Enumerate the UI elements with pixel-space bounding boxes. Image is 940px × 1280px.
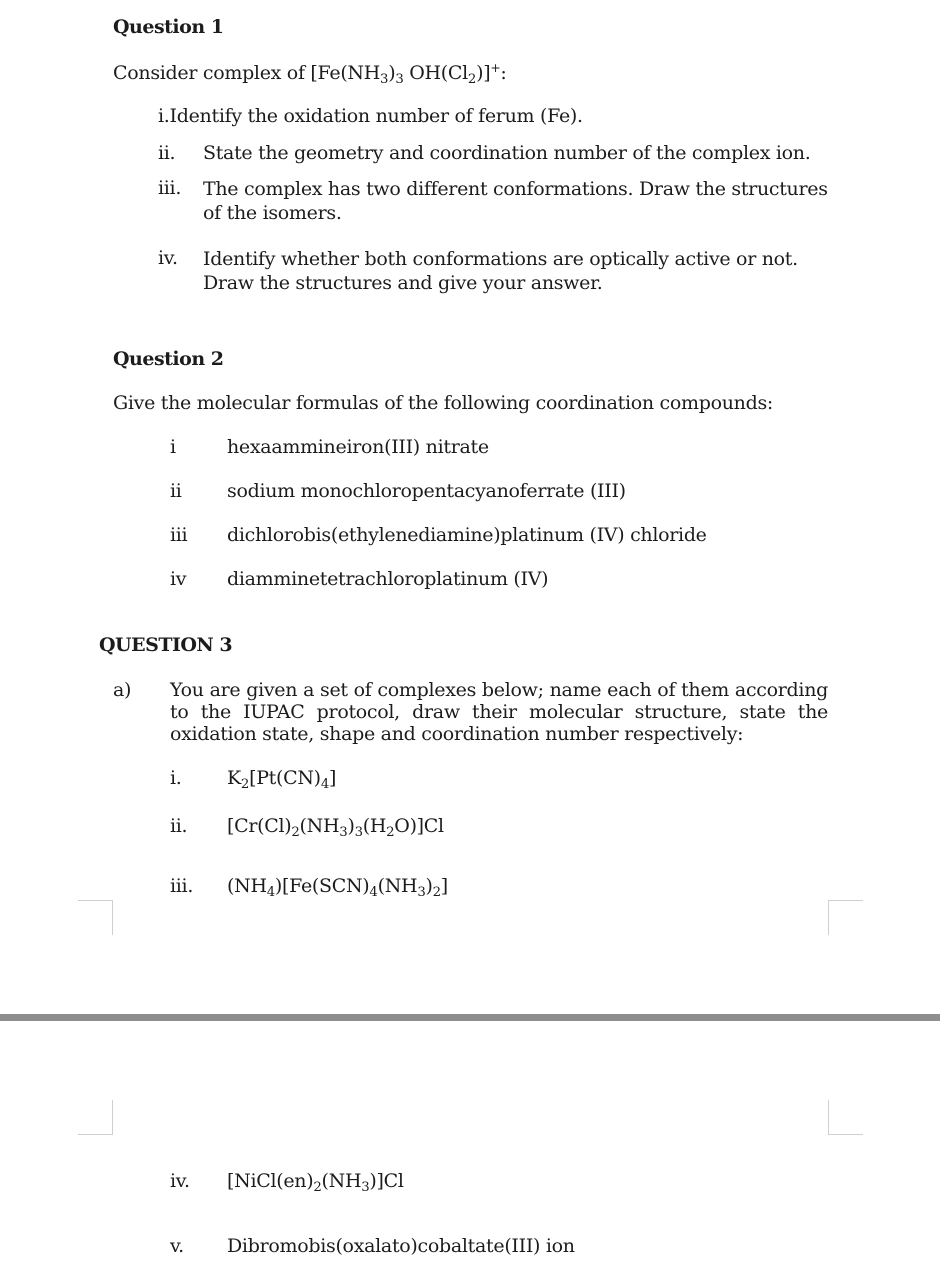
q3-item-formula: $(NH_4)[Fe(SCN)_4(NH_3)_2]$ bbox=[227, 875, 448, 900]
q1-item-text: Identify whether both conformations are optically active or not. Draw the structures and give your answer. bbox=[203, 248, 798, 294]
q2-item-text: diamminetetrachloroplatinum (IV) bbox=[227, 568, 549, 590]
q3-item-number: iv. bbox=[170, 1170, 190, 1192]
q1-item-number: iv. bbox=[158, 247, 178, 269]
q3-item-formula: $[Cr(Cl)_2(NH_3)_3(H_2O)]Cl$ bbox=[227, 815, 444, 840]
question-1-heading: Question 1 bbox=[113, 16, 224, 38]
q2-item-number: iii bbox=[170, 524, 188, 546]
question-2-intro: Give the molecular formulas of the following coordination compounds: bbox=[113, 392, 774, 414]
q3-item-number: v. bbox=[170, 1235, 184, 1257]
q2-item-text: sodium monochloropentacyanoferrate (III) bbox=[227, 480, 626, 502]
q3-item-formula: $K_2[Pt(CN)_4]$ bbox=[227, 767, 337, 792]
q3-part-text: You are given a set of complexes below; name each of them according to the IUPAC protocol, draw their molecular structure, state the oxidation state, shape and coordination number respectively: bbox=[170, 679, 828, 745]
question-3-heading: QUESTION 3 bbox=[99, 634, 233, 656]
page-corner-mark bbox=[78, 1100, 113, 1135]
q3-part-label: a) bbox=[113, 679, 132, 701]
q2-item-number: i bbox=[170, 436, 176, 458]
q1-item-text: State the geometry and coordination number of the complex ion. bbox=[203, 142, 811, 164]
q2-item-number: iv bbox=[170, 568, 187, 590]
question-2-heading: Question 2 bbox=[113, 348, 224, 370]
page-separator bbox=[0, 1014, 940, 1021]
q3-item-number: ii. bbox=[170, 815, 188, 837]
q1-item-number: ii. bbox=[158, 142, 176, 164]
q1-item-text: The complex has two different conformations. Draw the structures of the isomers. bbox=[203, 178, 828, 224]
question-1-intro: Consider complex of [$Fe(NH_3)_3$ $OH(Cl_2)]^+$: bbox=[113, 61, 507, 87]
q2-item-text: dichlorobis(ethylenediamine)platinum (IV) chloride bbox=[227, 524, 707, 546]
q1-item-number: iii. bbox=[158, 177, 182, 199]
page-corner-mark bbox=[828, 900, 863, 935]
page-corner-mark bbox=[78, 900, 113, 935]
q1-item: i.Identify the oxidation number of ferum (Fe). bbox=[158, 105, 583, 127]
q3-item-formula: $[NiCl(en)_2(NH_3)]Cl$ bbox=[227, 1170, 404, 1195]
q2-item-number: ii bbox=[170, 480, 182, 502]
q3-item-text: Dibromobis(oxalato)cobaltate(III) ion bbox=[227, 1235, 575, 1257]
q2-item-text: hexaammineiron(III) nitrate bbox=[227, 436, 489, 458]
q3-item-number: i. bbox=[170, 767, 182, 789]
page-corner-mark bbox=[828, 1100, 863, 1135]
q3-item-number: iii. bbox=[170, 875, 194, 897]
